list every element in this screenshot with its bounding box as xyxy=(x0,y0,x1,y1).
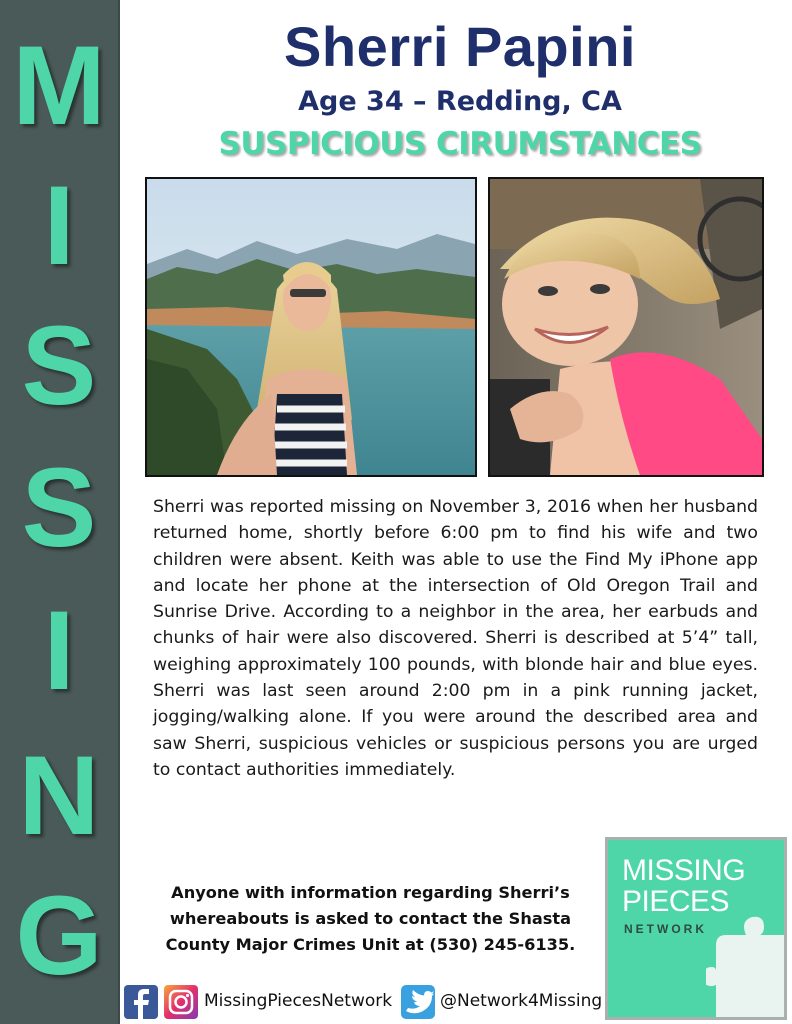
circumstances-heading: SUSPICIOUS CIRUMSTANCES xyxy=(218,126,702,162)
age-location: Age 34 – Redding, CA xyxy=(298,86,622,117)
puzzle-piece-icon xyxy=(706,915,786,1020)
logo-line-3: NETWORK xyxy=(624,922,707,936)
logo-line-1: MISSING xyxy=(622,854,746,887)
facebook-handle[interactable]: MissingPiecesNetwork xyxy=(204,991,393,1011)
contact-info: Anyone with information regarding Sherri’s whereabouts is asked to contact the Shasta County Major Crimes Unit at (530) 245-6135. xyxy=(165,883,576,954)
twitter-icon[interactable] xyxy=(401,985,435,1019)
banner-letter-i: I xyxy=(43,588,75,713)
missing-banner xyxy=(0,0,120,1024)
twitter-handle[interactable]: @Network4Missing xyxy=(440,991,603,1011)
social-links xyxy=(124,985,604,1021)
banner-letter-s: S xyxy=(21,445,97,570)
banner-letter-i: I xyxy=(43,163,75,288)
banner-letter-s: S xyxy=(21,303,97,428)
instagram-icon[interactable] xyxy=(164,985,198,1019)
person-name: Sherri Papini xyxy=(284,15,636,78)
banner-letter-g: G xyxy=(15,873,103,998)
missing-pieces-logo xyxy=(605,837,787,1020)
case-description: Sherri was reported missing on November 3, 2016 when her husband returned home, shortly before 6:00 pm to find his wife and two children were absent. Keith was able to use the Find My iPhone app and locate her phone at the intersection of Old Oregon Trail and Sunrise Drive. According to a neighbor in the area, her earbuds and chunks of hair were also discovered. Sherri is described at 5’4” tall, weighing approximately 100 pounds, with blonde hair and blue eyes. Sherri was last seen around 2:00 pm in a pink running jacket, jogging/walking alone. If you were around the described area and saw Sherri, suspicious vehicles or suspicious persons you are urged to contact authorities immediately. xyxy=(153,497,758,780)
facebook-icon[interactable] xyxy=(124,985,158,1019)
banner-letter-n: N xyxy=(18,733,100,858)
photo-closeup xyxy=(488,177,764,477)
logo-line-2: PIECES xyxy=(622,885,730,918)
photo-lake xyxy=(145,177,477,477)
banner-letter-m: M xyxy=(12,23,106,148)
